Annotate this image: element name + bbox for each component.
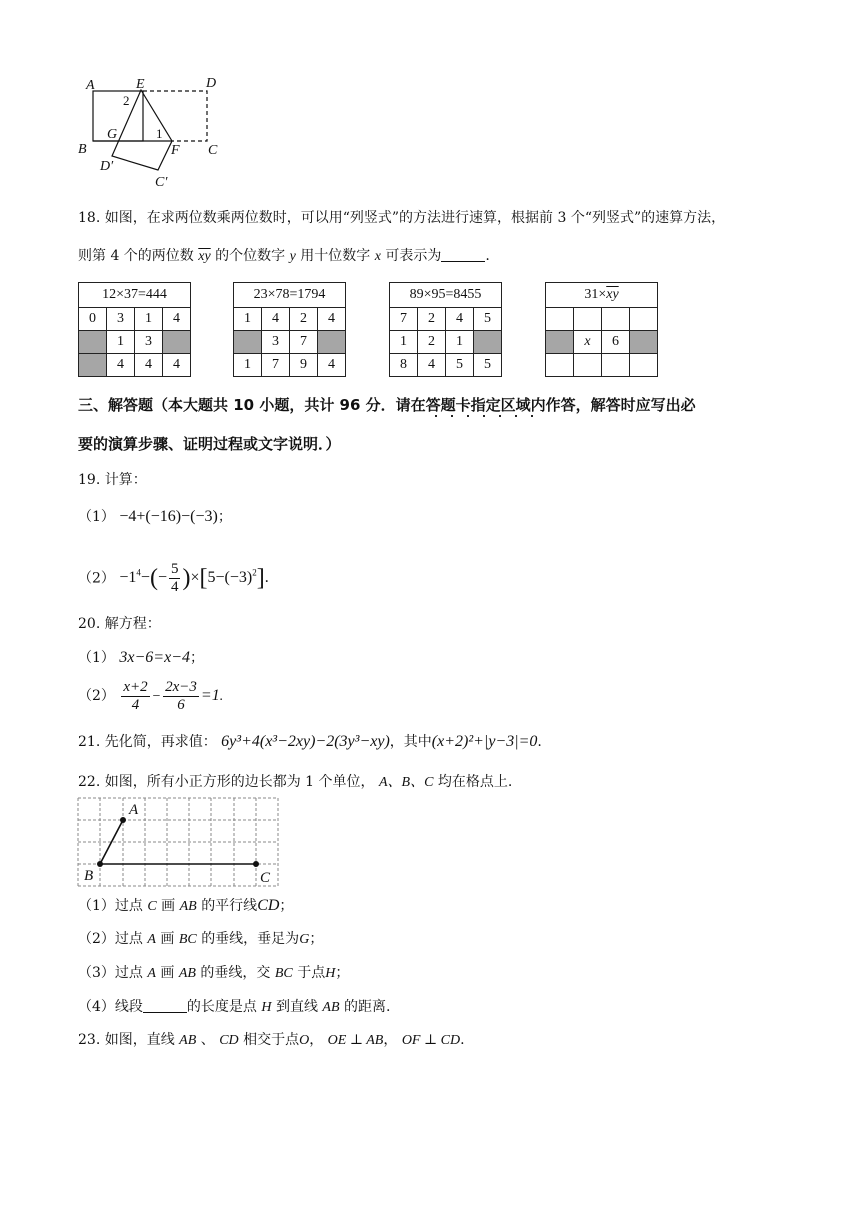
grid-cell: 0 <box>79 308 107 331</box>
item-math: BC <box>274 966 293 981</box>
q19-p1-label: （1） <box>78 509 115 525</box>
grid-cell <box>474 331 502 354</box>
section-text-c: 作答，解答时应写出必 <box>545 396 696 414</box>
grid-cell <box>546 308 574 331</box>
q23-text: 相交于点 <box>243 1032 300 1048</box>
grid-header-text: 89×95=8455 <box>409 287 482 302</box>
section-emphasis: 答题卡指定区域内 <box>426 396 546 419</box>
q23-math: CD <box>219 1033 239 1048</box>
item-text: （1）过点 <box>78 898 143 914</box>
grid-header <box>390 283 502 308</box>
item-text: 的垂线，垂足为 <box>201 931 300 947</box>
point-b <box>97 861 103 867</box>
grid-header-text: 12×37=444 <box>102 287 167 302</box>
grid-cell: 1 <box>234 354 262 377</box>
item-text: ； <box>279 898 294 914</box>
q18-y: y <box>289 249 296 264</box>
item-text: 画 <box>161 898 176 914</box>
item-text: 的垂线，交 <box>200 965 271 981</box>
grid-cell: 5 <box>446 354 474 377</box>
grid-cell <box>630 354 658 377</box>
q22-title-pts: A、B、C <box>378 775 434 790</box>
q19-part2: $(2) -1^4-(-$ $\frac{5}{4}$ )$\times[5-(-3)^2]$. <box>78 561 269 596</box>
q18-line1 <box>78 208 725 228</box>
q19-part1 <box>78 507 232 527</box>
item-math: BC <box>178 932 197 947</box>
label-b: B <box>78 142 87 157</box>
q19-p2-exp2: 2 <box>252 568 257 578</box>
q19-p2-end: . <box>264 569 269 587</box>
grid-cell: 1 <box>446 331 474 354</box>
grid-cell: 9 <box>290 354 318 377</box>
calc-grid-2 <box>233 282 346 377</box>
q23-math: OE ⊥ AB <box>327 1033 384 1048</box>
item-text: ； <box>309 931 324 947</box>
item-text: 到直线 <box>275 999 318 1015</box>
grid-cell: 5 <box>474 354 502 377</box>
grid-header-text: 31× <box>584 287 607 302</box>
item-math: CD <box>257 897 280 914</box>
q20-p2-num2: 2x−3 <box>165 679 197 696</box>
grid-cell: 2 <box>418 308 446 331</box>
label-c: C <box>208 143 218 158</box>
label-f: F <box>171 143 180 158</box>
q23-math: O <box>299 1033 310 1048</box>
item-text: 画 <box>160 931 175 947</box>
q22-title <box>78 772 512 793</box>
q18-text-b: 的个位数字 <box>215 248 286 264</box>
grid-header-overline: $\overline{xy}$ <box>606 287 619 302</box>
item-math: A <box>147 966 156 981</box>
grid-cell: 2 <box>290 308 318 331</box>
grid-header <box>234 283 346 308</box>
q19-title-text: 19. 计算： <box>78 472 147 488</box>
q20-p2-minus: − <box>151 689 162 704</box>
grid-cell <box>318 331 346 354</box>
q20-p2-den1: 4 <box>131 697 140 714</box>
q18-text-a: 则第 4 个的两位数 <box>78 248 194 264</box>
fold-figure <box>74 72 234 192</box>
grid-cell: 7 <box>390 308 418 331</box>
point-c <box>253 861 259 867</box>
item-math: C <box>147 899 157 914</box>
q21-expr: 6y³+4(x³−2xy)−2(3y³−xy) <box>221 733 390 750</box>
grid-cell <box>234 331 262 354</box>
grid-cell <box>79 331 107 354</box>
q20-title <box>78 614 161 634</box>
grid-cell: 4 <box>262 308 290 331</box>
item-math: A <box>147 932 156 947</box>
q19-p2-c: × <box>190 569 200 587</box>
grid-cell: 5 <box>474 308 502 331</box>
grid-header-text: 23×78=1794 <box>253 287 326 302</box>
point-a <box>120 817 126 823</box>
q21 <box>78 732 542 752</box>
q19-p2-a: −1 <box>119 569 137 587</box>
q21-end: . <box>537 734 542 750</box>
calc-grid-1 <box>78 282 191 377</box>
grid-cell: 4 <box>135 354 163 377</box>
q23-text: . <box>460 1032 465 1048</box>
grid-cell: 1 <box>234 308 262 331</box>
q19-p2-den: 4 <box>170 579 179 596</box>
label-angle-1: 1 <box>156 126 163 141</box>
q23-math: OF ⊥ CD <box>401 1033 461 1048</box>
grid-label-b: B <box>84 868 94 884</box>
q22-title-end: 均在格点上. <box>437 774 513 790</box>
q23-text: 23. 如图，直线 <box>78 1032 175 1048</box>
answer-blank[interactable] <box>441 247 485 262</box>
q22-title-text: 22. 如图，所有小正方形的边长都为 1 个单位， <box>78 774 375 790</box>
grid-cell: 2 <box>418 331 446 354</box>
q18-text: 18. 如图，在求两位数乘两位数时，可以用“列竖式”的方法进行速算，根据前 3 个“列竖式”的速算方法， <box>78 210 726 226</box>
grid-figure <box>76 796 286 888</box>
q22-item3 <box>78 963 349 984</box>
item-math: AB <box>179 899 197 914</box>
grid-header <box>546 283 658 308</box>
item-math: H <box>261 1000 272 1015</box>
grid-cell <box>546 331 574 354</box>
q23-math: AB <box>179 1033 197 1048</box>
item-text: 画 <box>160 965 175 981</box>
q22-item4 <box>78 997 390 1018</box>
label-d-prime: D′ <box>100 159 114 174</box>
section-text-2: 要的演算步骤、证明过程或文字说明．） <box>78 435 341 453</box>
grid-label-c: C <box>260 870 271 886</box>
grid-cell: 4 <box>107 354 135 377</box>
q22-item1 <box>78 896 293 917</box>
grid-cell: 1 <box>107 331 135 354</box>
grid-cell: 3 <box>262 331 290 354</box>
grid-cell: 3 <box>107 308 135 331</box>
answer-blank[interactable] <box>143 998 187 1013</box>
q18-overline-xy: $\overline{xy}$ <box>198 249 211 264</box>
grid-cell: 7 <box>290 331 318 354</box>
grid-cell <box>546 354 574 377</box>
q18-text-d: 可表示为 <box>385 248 442 264</box>
item-text: 的长度是点 <box>186 999 257 1015</box>
calc-grid-3 <box>389 282 502 377</box>
section-heading-line1 <box>78 394 696 416</box>
q20-p2-num1: x+2 <box>123 679 148 696</box>
label-a: A <box>86 78 95 93</box>
item-text: 的距离. <box>343 999 391 1015</box>
grid-cell: x <box>574 331 602 354</box>
grid-cell <box>79 354 107 377</box>
grid-header <box>79 283 191 308</box>
item-math: H <box>325 966 336 981</box>
item-text: （3）过点 <box>78 965 143 981</box>
item-math: AB <box>322 1000 340 1015</box>
grid-cell <box>574 354 602 377</box>
grid-cell: 7 <box>262 354 290 377</box>
grid-cell <box>602 354 630 377</box>
q18-text-e: . <box>485 248 490 264</box>
q19-p2-exp: 4 <box>136 568 141 578</box>
q18-text-c: 用十位数字 <box>300 248 371 264</box>
grid-cell: 1 <box>135 308 163 331</box>
label-c-prime: C′ <box>155 175 168 190</box>
grid-cell <box>163 331 191 354</box>
q20-p2-den2: 6 <box>177 697 185 714</box>
item-text: 于点 <box>297 965 326 981</box>
item-text: ； <box>335 965 350 981</box>
q23-text: 、 <box>200 1032 215 1048</box>
item-math: G <box>299 932 310 947</box>
q20-p1-end: ； <box>189 650 204 666</box>
q23 <box>78 1030 465 1051</box>
q20-part1 <box>78 648 204 668</box>
grid-cell: 4 <box>318 354 346 377</box>
item-text: （2）过点 <box>78 931 143 947</box>
q19-p2-num: 5 <box>170 561 179 578</box>
q20-p1-expr: 3x−6=x−4 <box>119 649 190 666</box>
grid-cell: 4 <box>446 308 474 331</box>
q19-p1-end: ； <box>217 509 232 525</box>
item-math: AB <box>178 966 196 981</box>
q21-prefix: 21. 先化简，再求值： <box>78 734 217 750</box>
grid-cell: 1 <box>390 331 418 354</box>
grid-cell: 4 <box>318 308 346 331</box>
q22-item2 <box>78 929 323 950</box>
q18-x: x <box>374 249 381 264</box>
q18-line2 <box>78 246 490 267</box>
q23-text: ， <box>383 1032 398 1048</box>
q19-title <box>78 470 147 490</box>
grid-cell: 4 <box>163 354 191 377</box>
q19-p1-expr: −4+(−16)−(−3) <box>119 508 218 525</box>
q19-p2-label: （2） <box>78 570 115 587</box>
q21-mid: ，其中 <box>389 734 432 750</box>
q20-title-text: 20. 解方程： <box>78 616 161 632</box>
grid-cell: 6 <box>602 331 630 354</box>
grid-cell <box>574 308 602 331</box>
label-angle-2: 2 <box>123 93 130 108</box>
grid-cell: 3 <box>135 331 163 354</box>
q20-p2-eq: =1 <box>200 687 220 704</box>
item-text: （4）线段 <box>78 999 143 1015</box>
section-heading-line2 <box>78 433 341 455</box>
grid-cell <box>630 331 658 354</box>
grid-label-a: A <box>129 802 139 818</box>
q19-p2-b: − <box>140 569 150 587</box>
q20-p2-label: （2） <box>78 688 115 704</box>
q20-p2-end: . <box>219 689 224 704</box>
item-text: 的平行线 <box>201 898 258 914</box>
grid-cell: 8 <box>390 354 418 377</box>
q21-cond: (x+2)²+|y−3|=0 <box>431 733 538 750</box>
grid-cell <box>630 308 658 331</box>
grid-cell <box>602 308 630 331</box>
grid-cell: 4 <box>163 308 191 331</box>
q19-p2-d: 5−(−3) <box>207 569 253 587</box>
grid-cell: 4 <box>418 354 446 377</box>
q23-text: ， <box>309 1032 324 1048</box>
label-g: G <box>107 127 118 142</box>
label-d: D <box>206 76 217 91</box>
section-text-a: 三、解答题（本大题共 10 小题，共计 96 分．请在 <box>78 396 426 414</box>
label-e: E <box>136 77 145 92</box>
q20-p1-label: （1） <box>78 650 115 666</box>
calc-grid-4 <box>545 282 658 377</box>
q20-part2 <box>78 676 223 716</box>
